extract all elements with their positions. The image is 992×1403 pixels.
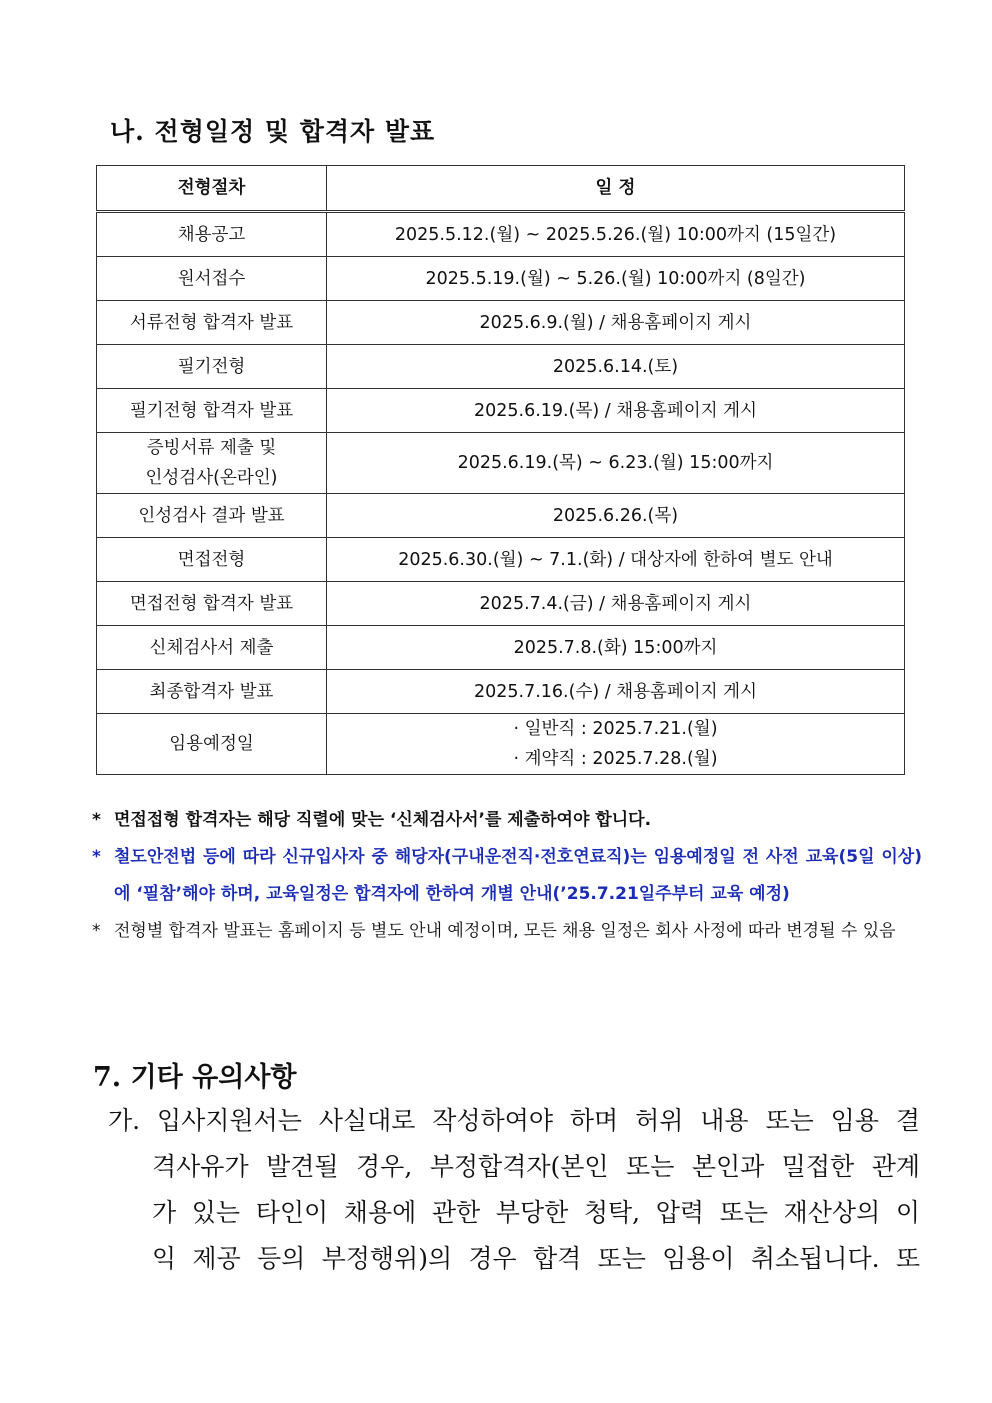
step-cell: 면접전형 합격자 발표 (97, 582, 327, 626)
table-row (97, 626, 905, 670)
step-cell: 인성검사 결과 발표 (97, 494, 327, 538)
table-row (97, 582, 905, 626)
table-row (97, 257, 905, 301)
schedule-table (96, 165, 905, 775)
note-text: 전형별 합격자 발표는 홈페이지 등 별도 안내 예정이며, 모든 채용 일정은 회사 사정에 따라 변경될 수 있음 (114, 921, 896, 941)
note-item (92, 913, 922, 950)
table-row (97, 538, 905, 582)
section-subtitle: 나. 전형일정 및 합격자 발표 (110, 117, 436, 146)
schedule-cell: 2025.6.19.(목) / 채용홈페이지 게시 (327, 389, 905, 433)
step-cell: 신체검사서 제출 (97, 626, 327, 670)
paragraph-line: 가. 입사지원서는 사실대로 작성하여야 하며 허위 내용 또는 임용 결 (108, 1106, 920, 1135)
step-cell-line: 인성검사(온라인) (145, 468, 278, 488)
step-cell: 최종합격자 발표 (97, 670, 327, 714)
paragraph-line: 가 있는 타인이 채용에 관한 부당한 청탁, 압력 또는 재산상의 이 (152, 1198, 920, 1227)
step-cell: 면접전형 (97, 538, 327, 582)
table-row (97, 494, 905, 538)
step-cell: 채용공고 (97, 212, 327, 257)
section-title: 7. 기타 유의사항 (93, 1062, 297, 1093)
table-row (97, 301, 905, 345)
notes-list (92, 802, 922, 950)
note-marker: * (92, 847, 101, 867)
schedule-cell-line: · 계약직 : 2025.7.28.(월) (513, 749, 718, 769)
step-cell (97, 433, 327, 494)
paragraph-line: 익 제공 등의 부정행위)의 경우 합격 또는 임용이 취소됩니다. 또 (152, 1244, 920, 1273)
note-item (92, 839, 922, 913)
step-cell: 원서접수 (97, 257, 327, 301)
schedule-cell: 2025.6.30.(월) ~ 7.1.(화) / 대상자에 한하여 별도 안내 (327, 538, 905, 582)
table-row (97, 389, 905, 433)
table-row (97, 670, 905, 714)
schedule-cell: 2025.6.19.(목) ~ 6.23.(월) 15:00까지 (327, 433, 905, 494)
step-cell: 필기전형 (97, 345, 327, 389)
step-cell: 서류전형 합격자 발표 (97, 301, 327, 345)
schedule-cell: 2025.7.4.(금) / 채용홈페이지 게시 (327, 582, 905, 626)
schedule-cell: 2025.5.12.(월) ~ 2025.5.26.(월) 10:00까지 (15일간) (327, 212, 905, 257)
step-cell: 임용예정일 (97, 714, 327, 775)
note-text: 면접접형 합격자는 해당 직렬에 맞는 ‘신체검사서’를 제출하여야 합니다. (114, 810, 652, 830)
schedule-cell: 2025.7.16.(수) / 채용홈페이지 게시 (327, 670, 905, 714)
step-cell: 필기전형 합격자 발표 (97, 389, 327, 433)
paragraph-line: 격사유가 발견될 경우, 부정합격자(본인 또는 본인과 밀접한 관계 (152, 1152, 920, 1181)
table-header-row (97, 166, 905, 212)
schedule-cell: 2025.6.9.(월) / 채용홈페이지 게시 (327, 301, 905, 345)
schedule-cell: 2025.6.14.(토) (327, 345, 905, 389)
schedule-cell (327, 714, 905, 775)
schedule-cell-line: · 일반직 : 2025.7.21.(월) (513, 719, 718, 739)
note-marker: * (92, 810, 101, 830)
table-row (97, 714, 905, 775)
schedule-cell: 2025.6.26.(목) (327, 494, 905, 538)
table-row (97, 433, 905, 494)
schedule-cell: 2025.7.8.(화) 15:00까지 (327, 626, 905, 670)
table-row (97, 345, 905, 389)
note-item (92, 802, 922, 839)
schedule-cell: 2025.5.19.(월) ~ 5.26.(월) 10:00까지 (8일간) (327, 257, 905, 301)
header-step: 전형절차 (97, 166, 327, 212)
step-cell-line: 증빙서류 제출 및 (146, 438, 277, 458)
body-paragraph (108, 1098, 920, 1282)
note-text: 철도안전법 등에 따라 신규입사자 중 해당자(구내운전직·전호연료직)는 임용예정일 전 사전 교육(5일 이상)에 ‘필참’해야 하며, 교육일정은 합격자에 한하여 개별 안내(’25.7.21일주부터 교육 예정) (114, 847, 922, 904)
note-marker: * (92, 921, 101, 941)
header-schedule: 일 정 (327, 166, 905, 212)
table-row (97, 212, 905, 257)
